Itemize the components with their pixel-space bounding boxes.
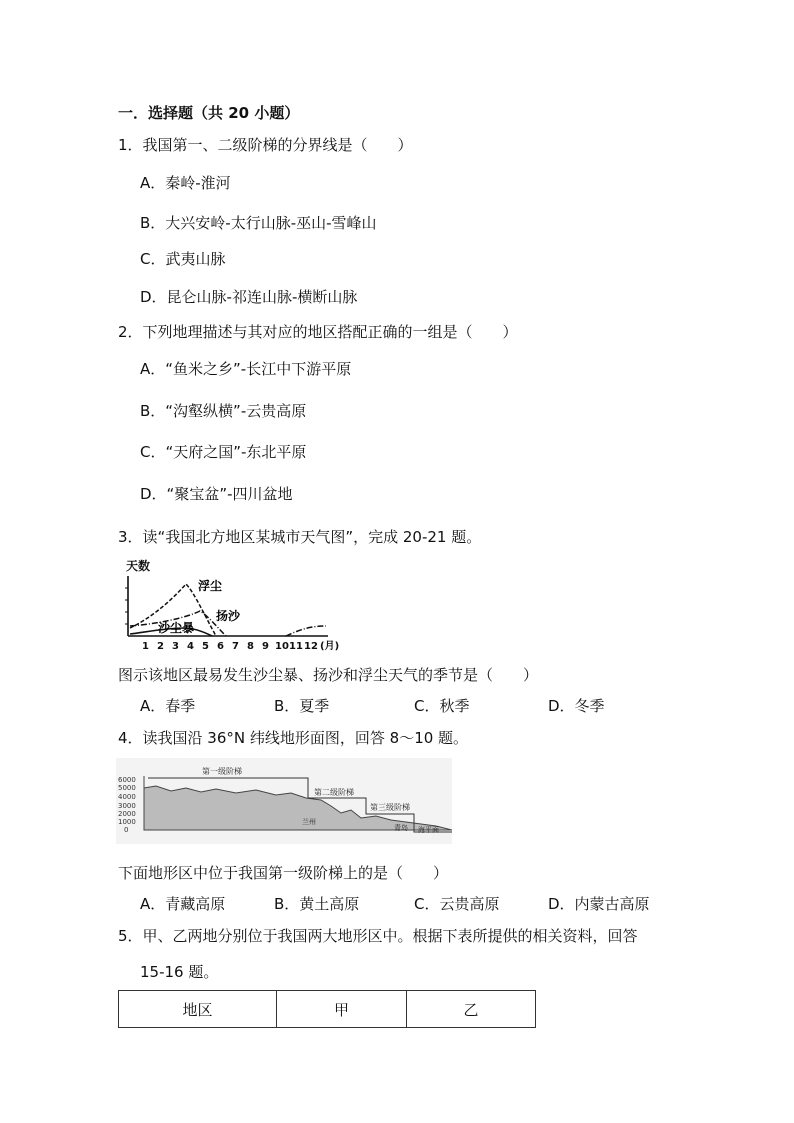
svg-text:2000: 2000 xyxy=(118,810,136,818)
svg-text:4000: 4000 xyxy=(118,793,136,801)
label-shachenbao: 沙尘暴 xyxy=(158,621,195,635)
profile-y-ticks xyxy=(118,776,136,834)
weather-chart xyxy=(116,556,356,652)
svg-text:1000: 1000 xyxy=(118,818,136,826)
q3-option-c: C．秋季 xyxy=(414,697,470,715)
q2-option-c: C．“天府之国”-东北平原 xyxy=(140,443,307,461)
q2-stem: 2．下列地理描述与其对应的地区搭配正确的一组是（ ） xyxy=(118,323,518,341)
svg-text:3: 3 xyxy=(172,641,179,652)
x-tick-labels xyxy=(142,639,339,652)
svg-text:9: 9 xyxy=(262,641,269,652)
terrain-profile xyxy=(116,758,452,844)
svg-text:5000: 5000 xyxy=(118,784,136,792)
label-yangsha: 扬沙 xyxy=(216,609,241,623)
q4-stem: 4．读我国沿 36°N 纬线地形面图，回答 8～10 题。 xyxy=(118,729,469,747)
label-step1: 第一级阶梯 xyxy=(202,767,242,776)
q5-stem-line1: 5．甲、乙两地分别位于我国两大地形区中。根据下表所提供的相关资料，回答 xyxy=(118,927,638,945)
svg-text:7: 7 xyxy=(232,641,239,652)
q4-option-d: D．内蒙古高原 xyxy=(548,895,650,913)
label-fuchen: 浮尘 xyxy=(198,579,223,593)
svg-text:8: 8 xyxy=(247,641,254,652)
svg-text:4: 4 xyxy=(187,641,194,652)
section-title: 一．选择题（共 20 小题） xyxy=(118,104,300,122)
q2-option-a: A．“鱼米之乡”-长江中下游平原 xyxy=(140,360,352,378)
q4-option-b: B．黄土高原 xyxy=(274,895,360,913)
svg-text:0: 0 xyxy=(124,826,129,834)
q4-question: 下面地形区中位于我国第一级阶梯上的是（ ） xyxy=(118,864,449,882)
q1-stem: 1．我国第一、二级阶梯的分界线是（ ） xyxy=(118,136,413,154)
q3-stem: 3．读“我国北方地区某城市天气图”，完成 20-21 题。 xyxy=(118,528,482,546)
q3-question: 图示该地区最易发生沙尘暴、扬沙和浮尘天气的季节是（ ） xyxy=(118,666,539,684)
q2-option-b: B．“沟壑纵横”-云贵高原 xyxy=(140,402,307,420)
label-step2: 第二级阶梯 xyxy=(314,788,354,797)
q1-option-d: D．昆仑山脉-祁连山脉-横断山脉 xyxy=(140,288,358,306)
svg-text:1: 1 xyxy=(142,641,149,652)
label-lanzhou: 兰州 xyxy=(302,818,316,826)
q4-option-a: A．青藏高原 xyxy=(140,895,226,913)
q1-option-b: B．大兴安岭-太行山脉-巫山-雪峰山 xyxy=(140,214,377,232)
svg-text:2: 2 xyxy=(157,641,164,652)
svg-text:6: 6 xyxy=(217,641,224,652)
q5-table xyxy=(118,990,536,1028)
q2-option-d: D．“聚宝盆”-四川盆地 xyxy=(140,485,293,503)
label-step3: 第三级阶梯 xyxy=(370,803,410,812)
q5-stem-line2: 15-16 题。 xyxy=(140,963,219,981)
svg-text:12: 12 xyxy=(304,641,318,652)
svg-text:6000: 6000 xyxy=(118,776,136,784)
svg-text:5: 5 xyxy=(202,641,209,652)
svg-text:11: 11 xyxy=(289,641,303,652)
table-header-jia: 甲 xyxy=(277,991,407,1028)
q3-option-d: D．冬季 xyxy=(548,697,605,715)
label-qingdao: 青岛 xyxy=(394,824,408,832)
q3-option-a: A．春季 xyxy=(140,697,196,715)
svg-text:3000: 3000 xyxy=(118,802,136,810)
q3-option-b: B．夏季 xyxy=(274,697,330,715)
table-header-region: 地区 xyxy=(119,991,277,1028)
weather-chart-ylabel: 天数 xyxy=(126,559,151,573)
svg-text:(月): (月) xyxy=(320,641,340,652)
q1-option-a: A．秦岭-淮河 xyxy=(140,174,231,192)
table-row xyxy=(119,991,536,1028)
table-header-yi: 乙 xyxy=(407,991,536,1028)
q4-option-c: C．云贵高原 xyxy=(414,895,500,913)
svg-text:10: 10 xyxy=(275,641,289,652)
label-sea-level: 海平面 xyxy=(418,826,439,834)
q1-option-c: C．武夷山脉 xyxy=(140,250,226,268)
